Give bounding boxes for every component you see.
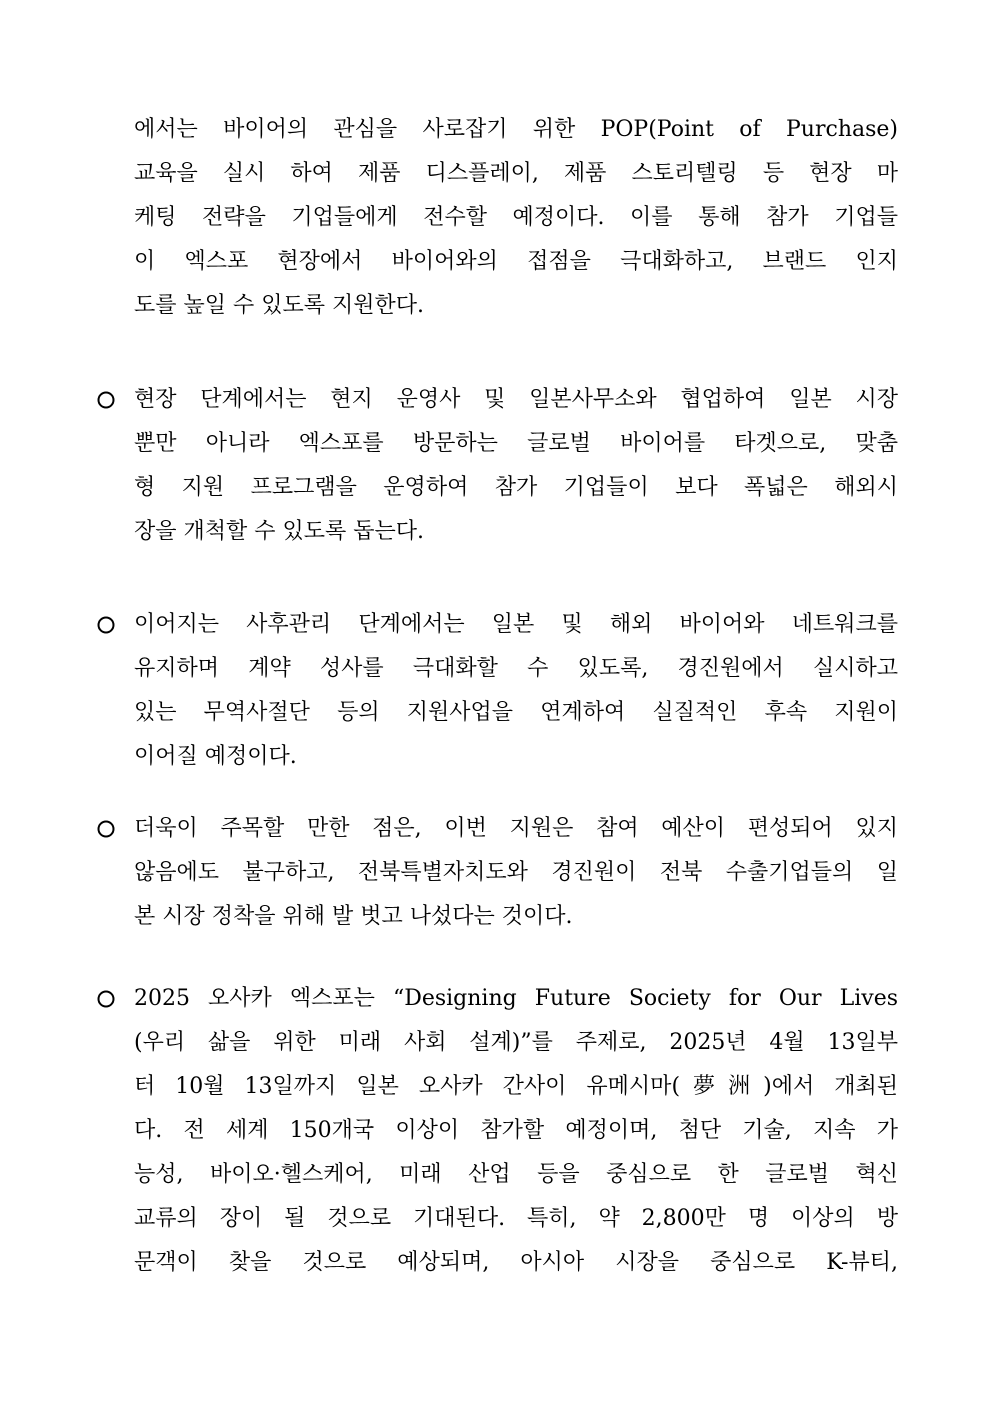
text-line: 본 시장 정착을 위해 발 벗고 나섰다는 것이다. [134,904,573,929]
text-line: 2025 오사카 엑스포는 “Designing Future Society for Our Lives [134,986,898,1011]
paragraph-lines [134,807,898,939]
text-line: 장을 개척할 수 있도록 돕는다. [134,519,424,544]
paragraph-lines [134,977,898,1285]
circle-bullet-icon [96,977,120,1021]
text-line: 뿐만 아니라 엑스포를 방문하는 글로벌 바이어를 타겟으로, 맞춤 [134,431,898,456]
text-line: 에서는 바이어의 관심을 사로잡기 위한 POP(Point of Purchase) [134,117,898,142]
circle-bullet-icon [96,603,120,647]
text-line: (우리 삶을 위한 미래 사회 설계)”를 주제로, 2025년 4월 13일부 [134,1030,898,1055]
text-line: 이어질 예정이다. [134,744,297,769]
text-line: 유지하며 계약 성사를 극대화할 수 있도록, 경진원에서 실시하고 [134,656,898,681]
paragraph-lines [134,603,898,779]
text-line: 교육을 실시 하여 제품 디스플레이, 제품 스토리텔링 등 현장 마 [134,161,898,186]
paragraph-lines [134,108,898,328]
text-line: 다. 전 세계 150개국 이상이 참가할 예정이며, 첨단 기술, 지속 가 [134,1118,898,1143]
text-line: 현장 단계에서는 현지 운영사 및 일본사무소와 협업하여 일본 시장 [134,387,898,412]
text-line: 터 10월 13일까지 일본 오사카 간사이 유메시마(夢洲)에서 개최된 [134,1074,898,1099]
text-line: 도를 높일 수 있도록 지원한다. [134,293,424,318]
text-line: 형 지원 프로그램을 운영하여 참가 기업들이 보다 폭넓은 해외시 [134,475,898,500]
text-line: 이어지는 사후관리 단계에서는 일본 및 해외 바이어와 네트워크를 [134,612,898,637]
circle-bullet-icon [96,378,120,422]
text-line: 문객이 찾을 것으로 예상되며, 아시아 시장을 중심으로 K-뷰티, [134,1250,898,1275]
text-line: 더욱이 주목할 만한 점은, 이번 지원은 참여 예산이 편성되어 있지 [134,816,898,841]
text-line: 능성, 바이오·헬스케어, 미래 산업 등을 중심으로 한 글로벌 혁신 [134,1162,898,1187]
text-line: 있는 무역사절단 등의 지원사업을 연계하여 실질적인 후속 지원이 [134,700,898,725]
text-line: 교류의 장이 될 것으로 기대된다. 특히, 약 2,800만 명 이상의 방 [134,1206,898,1231]
text-line: 케팅 전략을 기업들에게 전수할 예정이다. 이를 통해 참가 기업들 [134,205,898,230]
text-line: 이 엑스포 현장에서 바이어와의 접점을 극대화하고, 브랜드 인지 [134,249,898,274]
text-line: 않음에도 불구하고, 전북특별자치도와 경진원이 전북 수출기업들의 일 [134,860,898,885]
paragraph-lines [134,378,898,554]
circle-bullet-icon [96,807,120,851]
